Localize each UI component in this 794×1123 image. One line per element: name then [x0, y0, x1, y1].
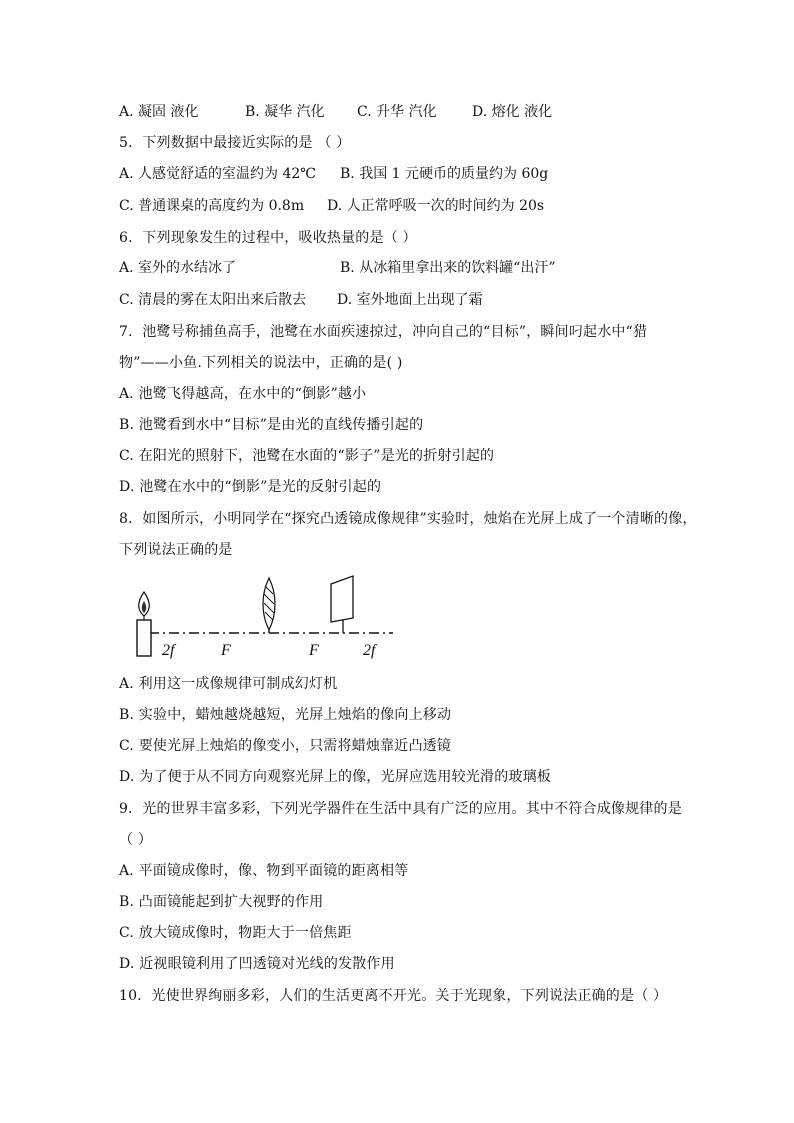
- label-2f-right: 2f: [363, 642, 376, 659]
- q9-stem-line2: （ ）: [119, 832, 153, 848]
- q8-option-c: C. 要使光屏上烛焰的像变小，只需将蜡烛靠近凸透镜: [119, 738, 452, 754]
- q4-option-a: A. 凝固 液化: [119, 104, 199, 120]
- q8-option-d: D. 为了便于从不同方向观察光屏上的像，光屏应选用较光滑的玻璃板: [119, 769, 552, 785]
- q7-stem-line1: 7．池鹭号称捕鱼高手，池鹭在水面疾速掠过，冲向自己的“目标”，瞬间叼起水中“猎: [119, 324, 648, 340]
- q7-option-a: A. 池鹭飞得越高，在水中的“倒影”越小: [119, 386, 367, 402]
- label-f-right: F: [309, 642, 319, 659]
- q6-option-b: B. 从冰箱里拿出来的饮料罐“出汗”: [340, 260, 556, 276]
- q8-stem-line2: 下列说法正确的是: [119, 542, 233, 558]
- q4-option-c: C. 升华 汽化: [357, 104, 437, 120]
- q9-option-b: B. 凸面镜能起到扩大视野的作用: [119, 894, 324, 910]
- q6-stem: 6．下列现象发生的过程中，吸收热量的是（ ）: [119, 230, 417, 246]
- q9-option-a: A. 平面镜成像时，像、物到平面镜的距离相等: [119, 863, 409, 879]
- q5-option-a: A. 人感觉舒适的室温约为 42℃: [119, 166, 316, 182]
- q8-stem-line1: 8．如图所示，小明同学在“探究凸透镜成像规律”实验时，烛焰在光屏上成了一个清晰的像，: [119, 511, 697, 527]
- q8-option-b: B. 实验中，蜡烛越烧越短，光屏上烛焰的像向上移动: [119, 707, 452, 723]
- lens-experiment-figure: [125, 572, 405, 664]
- q6-option-a: A. 室外的水结冰了: [119, 260, 237, 276]
- q9-option-c: C. 放大镜成像时，物距大于一倍焦距: [119, 925, 352, 941]
- q5-stem: 5．下列数据中最接近实际的是 （ ）: [119, 135, 351, 151]
- q5-option-b: B. 我国 1 元硬币的质量约为 60g: [340, 166, 549, 182]
- label-2f-left: 2f: [162, 642, 175, 659]
- q5-option-c: C. 普通课桌的高度约为 0.8m: [119, 198, 305, 214]
- q7-option-b: B. 池鹭看到水中“目标”是由光的直线传播引起的: [119, 417, 424, 433]
- convex-lens-icon: [263, 578, 275, 633]
- q10-stem: 10．光使世界绚丽多彩，人们的生活更离不开光。关于光现象，下列说法正确的是（ ）: [119, 988, 668, 1004]
- q4-option-b: B. 凝华 汽化: [245, 104, 325, 120]
- q9-stem-line1: 9．光的世界丰富多彩，下列光学器件在生活中具有广泛的应用。其中不符合成像规律的是: [119, 801, 682, 817]
- candle-icon: [137, 592, 151, 656]
- q5-option-d: D. 人正常呼吸一次的时间约为 20s: [327, 198, 545, 214]
- q6-option-c: C. 清晨的雾在太阳出来后散去: [119, 292, 307, 308]
- q7-option-c: C. 在阳光的照射下，池鹭在水面的“影子”是光的折射引起的: [119, 448, 495, 464]
- q4-option-d: D. 熔化 液化: [472, 104, 553, 120]
- q7-option-d: D. 池鹭在水中的“倒影”是光的反射引起的: [119, 479, 382, 495]
- q9-option-d: D. 近视眼镜利用了凹透镜对光线的发散作用: [119, 956, 395, 972]
- light-screen-icon: [331, 576, 353, 633]
- q8-option-a: A. 利用这一成像规律可制成幻灯机: [119, 676, 338, 692]
- q7-stem-line2: 物”——小鱼.下列相关的说法中，正确的是( ): [119, 355, 403, 371]
- label-f-left: F: [221, 642, 231, 659]
- q6-option-d: D. 室外地面上出现了霜: [337, 292, 483, 308]
